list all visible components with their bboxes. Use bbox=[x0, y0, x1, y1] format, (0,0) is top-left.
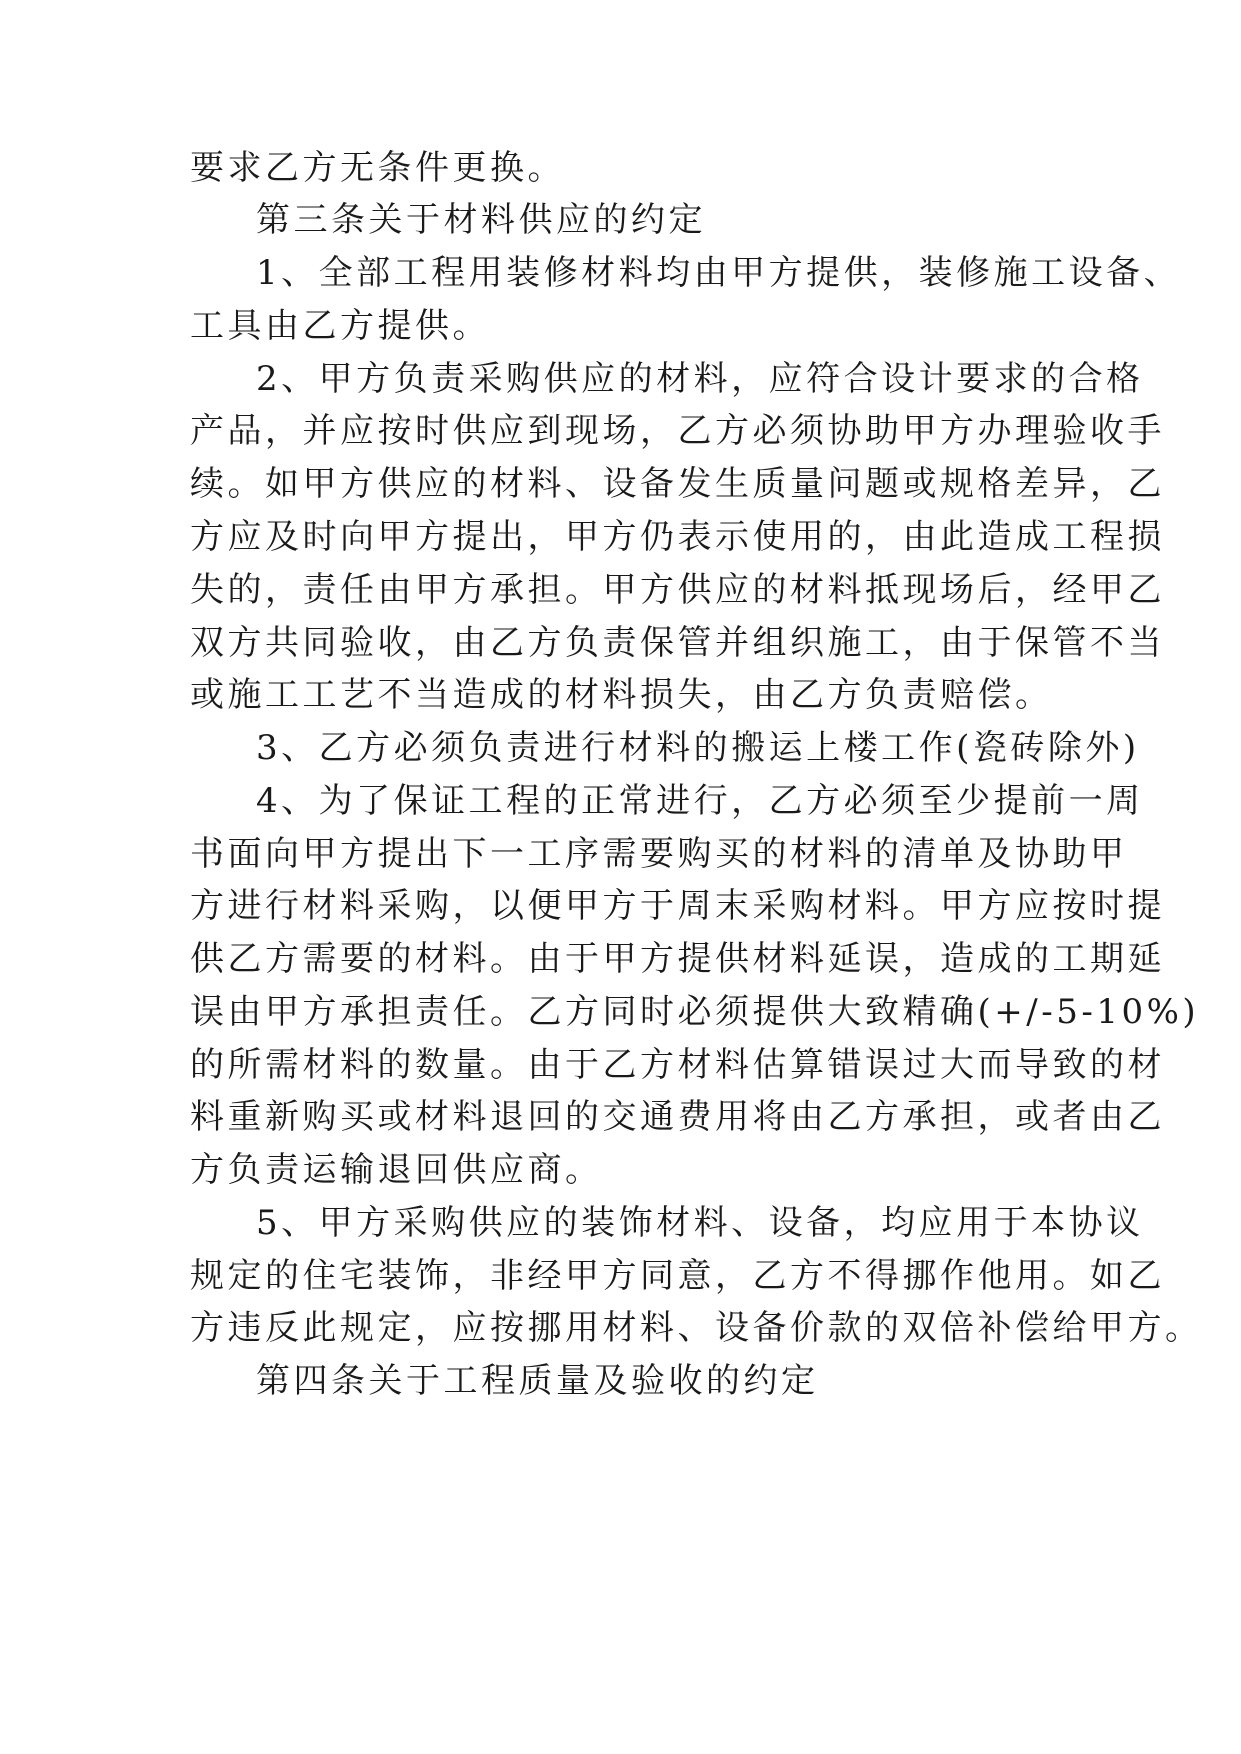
text-line: 方应及时向甲方提出，甲方仍表示使用的，由此造成工程损 bbox=[190, 517, 1165, 557]
text-line: 工具由乙方提供。 bbox=[190, 306, 490, 346]
text-line: 误由甲方承担责任。乙方同时必须提供大致精确(+/-5-10%) bbox=[190, 992, 1200, 1032]
text-line: 产品，并应按时供应到现场，乙方必须协助甲方办理验收手 bbox=[190, 411, 1165, 451]
text-line: 5、甲方采购供应的装饰材料、设备，均应用于本协议 bbox=[256, 1203, 1144, 1243]
text-line: 供乙方需要的材料。由于甲方提供材料延误，造成的工期延 bbox=[190, 939, 1165, 979]
text-line: 4、为了保证工程的正常进行，乙方必须至少提前一周 bbox=[256, 781, 1144, 821]
text-line: 方违反此规定，应按挪用材料、设备价款的双倍补偿给甲方。 bbox=[190, 1308, 1203, 1348]
text-line: 方进行材料采购，以便甲方于周末采购材料。甲方应按时提 bbox=[190, 886, 1165, 926]
text-line: 1、全部工程用装修材料均由甲方提供，装修施工设备、 bbox=[256, 253, 1182, 293]
text-line: 要求乙方无条件更换。 bbox=[190, 148, 565, 188]
section-heading: 第三条关于材料供应的约定 bbox=[256, 200, 706, 240]
section-heading: 第四条关于工程质量及验收的约定 bbox=[256, 1361, 819, 1401]
text-line: 的所需材料的数量。由于乙方材料估算错误过大而导致的材 bbox=[190, 1045, 1165, 1085]
text-line: 或施工工艺不当造成的材料损失，由乙方负责赔偿。 bbox=[190, 675, 1053, 715]
text-line: 书面向甲方提出下一工序需要购买的材料的清单及协助甲 bbox=[190, 834, 1128, 874]
text-line: 料重新购买或材料退回的交通费用将由乙方承担，或者由乙 bbox=[190, 1097, 1165, 1137]
text-line: 续。如甲方供应的材料、设备发生质量问题或规格差异，乙 bbox=[190, 464, 1165, 504]
text-line: 规定的住宅装饰，非经甲方同意，乙方不得挪作他用。如乙 bbox=[190, 1256, 1165, 1296]
text-line: 2、甲方负责采购供应的材料，应符合设计要求的合格 bbox=[256, 359, 1144, 399]
text-line: 失的，责任由甲方承担。甲方供应的材料抵现场后，经甲乙 bbox=[190, 570, 1165, 610]
text-line: 方负责运输退回供应商。 bbox=[190, 1150, 603, 1190]
text-line: 双方共同验收，由乙方负责保管并组织施工，由于保管不当 bbox=[190, 623, 1165, 663]
text-line: 3、乙方必须负责进行材料的搬运上楼工作(瓷砖除外) bbox=[256, 728, 1140, 768]
